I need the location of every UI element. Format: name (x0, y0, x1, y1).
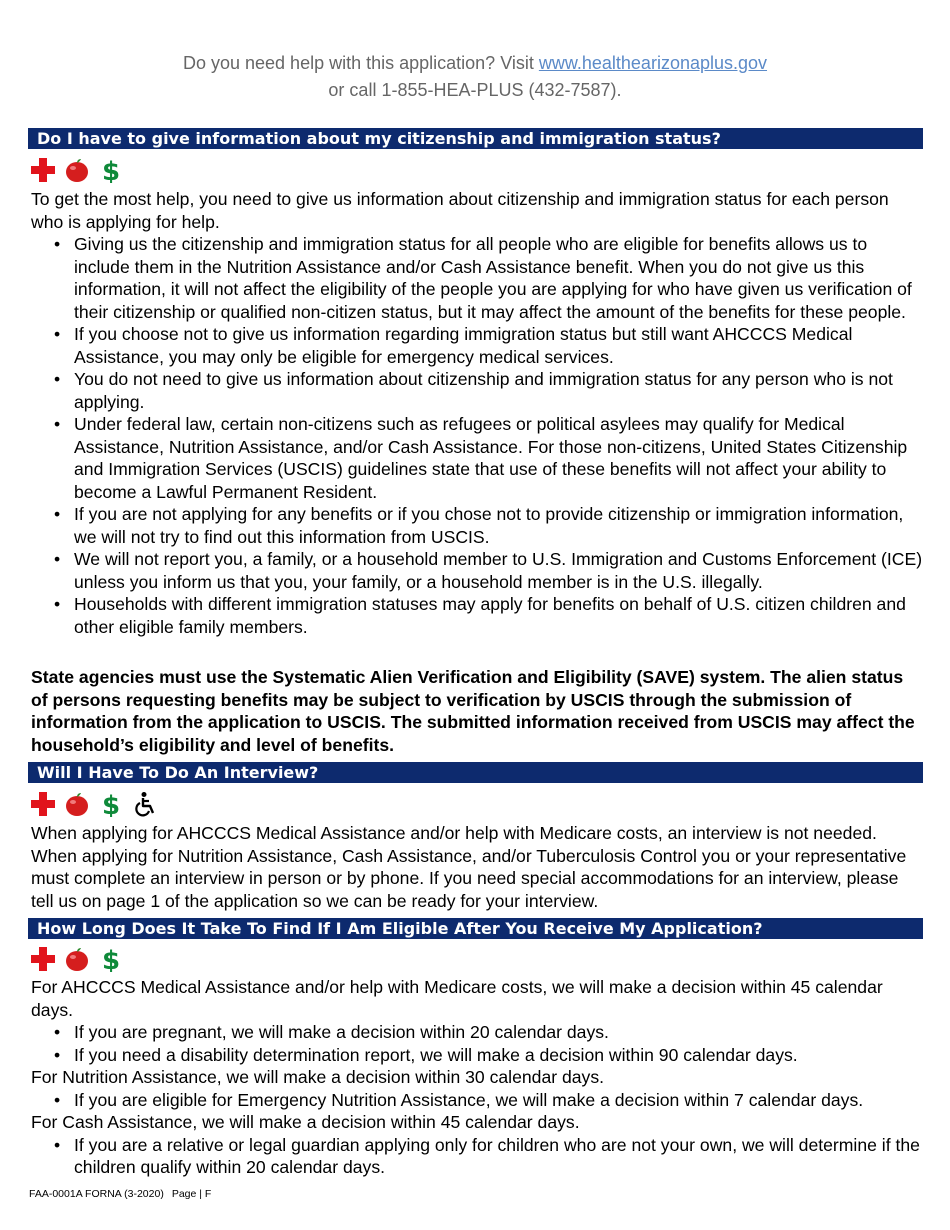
list-item: • If you choose not to give us information regarding immigration status but still want AHCCCS Medical Assistance, you may only be eligible for emergency medical services. (31, 323, 923, 368)
cash-bullet-list (31, 1134, 923, 1179)
list-item: • If you need a disability determination report, we will make a decision within 90 calendar days. (31, 1044, 923, 1067)
interview-body: When applying for AHCCCS Medical Assistance and/or help with Medicare costs, an interview is not needed. When applying for Nutrition Assistance, Cash Assistance, and/or Tuberculosis Control you or your representative must complete an interview in person or by phone. If you need special accommodations for an interview, please tell us on page 1 of the application so we can be ready for your interview. (31, 823, 907, 911)
medical-cross-icon (30, 946, 56, 972)
list-item: • Households with different immigration statuses may apply for benefits on behalf of U.S. citizen children and other eligible family members. (31, 593, 923, 638)
citizenship-content (31, 188, 923, 638)
timing-content (31, 976, 923, 1179)
cash-timing: For Cash Assistance, we will make a decision within 45 calendar days. (31, 1112, 580, 1132)
nutrition-timing: For Nutrition Assistance, we will make a decision within 30 calendar days. (31, 1067, 605, 1087)
list-item: • Giving us the citizenship and immigration status for all people who are eligible for benefits allows us to include them in the Nutrition Assistance and/or Cash Assistance benefit. When you do not give us this information, it will not affect the eligibility of the people you are applying for who have given us verification of their citizenship or qualified non-citizen status, but it may affect the amount of the benefits for these people. (31, 233, 923, 323)
program-icons-citizenship (30, 156, 124, 184)
apple-icon (64, 157, 90, 183)
section-header-interview: Will I Have To Do An Interview? (28, 762, 923, 783)
medical-cross-icon (30, 157, 56, 183)
wheelchair-icon (132, 791, 158, 817)
section-header-citizenship: Do I have to give information about my citizenship and immigration status? (28, 128, 923, 149)
citizenship-bullet-list (31, 233, 923, 638)
svg-text:$: $ (101, 791, 121, 817)
medical-timing: For AHCCCS Medical Assistance and/or help with Medicare costs, we will make a decision within 45 calendar days. (31, 977, 883, 1020)
dollar-icon (98, 946, 124, 972)
list-item: • Under federal law, certain non-citizens such as refugees or political asylees may qualify for Medical Assistance, Nutrition Assistance, and/or Cash Assistance. For those non-citizens, United States Citizenship and Immigration Services (USCIS) guidelines state that use of these benefits will not affect your ability to become a Lawful Permanent Resident. (31, 413, 923, 503)
help-prefix: Do you need help with this application? Visit (182, 53, 539, 73)
list-item: • If you are pregnant, we will make a decision within 20 calendar days. (31, 1021, 923, 1044)
page-number: Page | F (171, 1188, 212, 1200)
help-website-link[interactable]: www.healthearizonaplus.gov (538, 53, 768, 73)
medical-cross-icon (30, 791, 56, 817)
svg-text:$: $ (101, 946, 121, 972)
help-line-2: or call 1-855-HEA-PLUS (432-7587). (328, 80, 622, 100)
list-item: • You do not need to give us information about citizenship and immigration status for any person who is not applying. (31, 368, 923, 413)
page-footer (29, 1188, 219, 1200)
nutrition-bullet-list (31, 1089, 923, 1112)
section-header-eligibility-timing: How Long Does It Take To Find If I Am Eligible After You Receive My Application? (28, 918, 923, 939)
list-item: • If you are a relative or legal guardian applying only for children who are not your own, we will determine if the children qualify within 20 calendar days. (31, 1134, 923, 1179)
program-icons-timing (30, 945, 124, 973)
list-item: • If you are eligible for Emergency Nutrition Assistance, we will make a decision within 7 calendar days. (31, 1089, 923, 1112)
form-id: FAA-0001A FORNA (3-2020) (29, 1188, 164, 1200)
dollar-icon (98, 157, 124, 183)
list-item: • We will not report you, a family, or a household member to U.S. Immigration and Customs Enforcement (ICE) unless you inform us that you, your family, or a household member is in the U.S. illegally. (31, 548, 923, 593)
svg-text:$: $ (101, 157, 121, 183)
program-icons-interview (30, 790, 158, 818)
save-system-notice: State agencies must use the Systematic Alien Verification and Eligibility (SAVE) system. The alien status of persons requesting benefits may be subject to verification by USCIS through the submission of information from the application to USCIS. The submitted information received from USCIS may affect the household’s eligibility and level of benefits. (31, 667, 915, 755)
help-line-1 (0, 50, 950, 77)
apple-icon (64, 791, 90, 817)
dollar-icon (98, 791, 124, 817)
citizenship-intro: To get the most help, you need to give us information about citizenship and immigration status for each person who is applying for help. (31, 189, 889, 232)
medical-bullet-list (31, 1021, 923, 1066)
apple-icon (64, 946, 90, 972)
list-item: • If you are not applying for any benefits or if you chose not to provide citizenship or immigration information, we will not try to find out this information from USCIS. (31, 503, 923, 548)
